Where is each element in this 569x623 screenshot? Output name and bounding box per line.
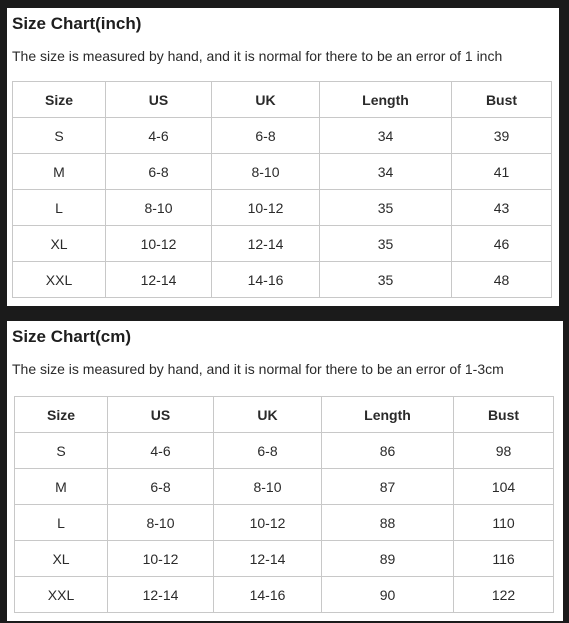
cell-us: 8-10 [108,505,214,541]
cell-us: 4-6 [106,118,212,154]
cell-uk: 12-14 [212,226,320,262]
cell-bust: 122 [454,577,554,613]
cell-uk: 12-14 [214,541,322,577]
size-table-inch [12,81,552,298]
header-size: Size [15,397,108,433]
cell-length: 90 [322,577,454,613]
cell-us: 6-8 [106,154,212,190]
cell-bust: 43 [452,190,552,226]
header-uk: UK [214,397,322,433]
cell-bust: 41 [452,154,552,190]
cell-uk: 6-8 [214,433,322,469]
header-size: Size [13,82,106,118]
header-bust: Bust [452,82,552,118]
cell-us: 10-12 [106,226,212,262]
table-row [15,469,554,505]
cell-bust: 48 [452,262,552,298]
table-row [13,226,552,262]
cell-size: XL [15,541,108,577]
table-header-row [15,397,554,433]
cell-bust: 98 [454,433,554,469]
cell-uk: 8-10 [214,469,322,505]
cell-bust: 46 [452,226,552,262]
table-row [13,154,552,190]
cell-bust: 116 [454,541,554,577]
cell-size: M [15,469,108,505]
header-length: Length [320,82,452,118]
cell-length: 86 [322,433,454,469]
cell-size: S [13,118,106,154]
cell-uk: 14-16 [212,262,320,298]
cell-us: 12-14 [106,262,212,298]
cell-size: S [15,433,108,469]
cell-us: 8-10 [106,190,212,226]
header-length: Length [322,397,454,433]
cell-size: L [15,505,108,541]
cell-bust: 39 [452,118,552,154]
table-row [15,577,554,613]
cell-length: 89 [322,541,454,577]
cell-uk: 14-16 [214,577,322,613]
table-row [15,433,554,469]
cell-size: XXL [15,577,108,613]
cell-us: 12-14 [108,577,214,613]
cell-size: M [13,154,106,190]
size-table-cm [14,396,554,613]
cell-length: 34 [320,154,452,190]
size-chart-inch-note: The size is measured by hand, and it is normal for there to be an error of 1 inch [12,48,503,64]
header-bust: Bust [454,397,554,433]
size-chart-inch-title: Size Chart(inch) [12,14,142,33]
cell-uk: 8-10 [212,154,320,190]
header-us: US [108,397,214,433]
cell-uk: 10-12 [214,505,322,541]
cell-length: 35 [320,226,452,262]
cell-uk: 10-12 [212,190,320,226]
size-chart-inch-panel [7,8,559,306]
cell-length: 35 [320,190,452,226]
cell-uk: 6-8 [212,118,320,154]
header-uk: UK [212,82,320,118]
table-row [13,118,552,154]
cell-length: 87 [322,469,454,505]
cell-size: L [13,190,106,226]
cell-length: 35 [320,262,452,298]
table-row [13,190,552,226]
size-chart-cm-title: Size Chart(cm) [12,327,132,346]
cell-us: 10-12 [108,541,214,577]
table-row [15,505,554,541]
cell-bust: 104 [454,469,554,505]
size-chart-cm-panel [7,321,563,621]
cell-size: XL [13,226,106,262]
size-chart-cm-note: The size is measured by hand, and it is normal for there to be an error of 1-3cm [12,361,504,377]
header-us: US [106,82,212,118]
cell-length: 34 [320,118,452,154]
table-row [15,541,554,577]
cell-size: XXL [13,262,106,298]
table-row [13,262,552,298]
table-header-row [13,82,552,118]
cell-bust: 110 [454,505,554,541]
cell-length: 88 [322,505,454,541]
cell-us: 6-8 [108,469,214,505]
cell-us: 4-6 [108,433,214,469]
